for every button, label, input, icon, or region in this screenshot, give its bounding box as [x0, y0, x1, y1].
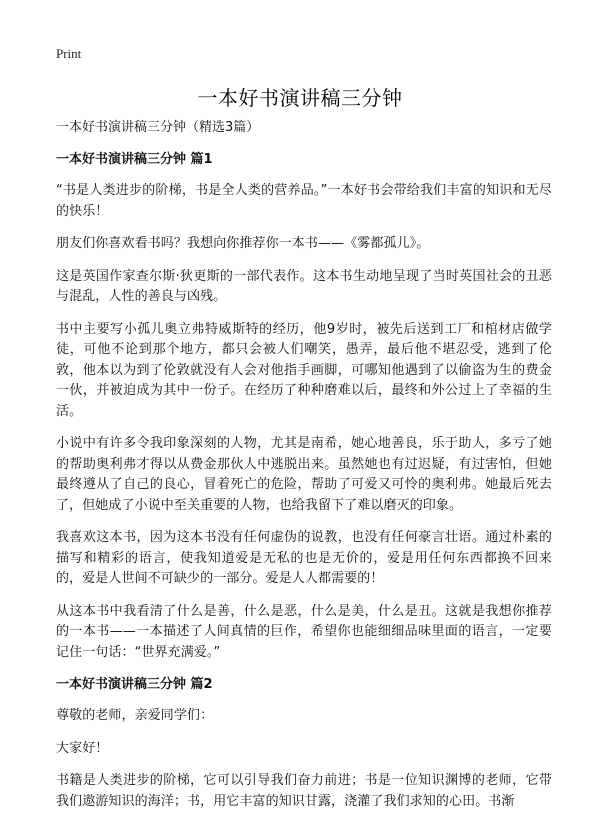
paragraph: 朋友们你喜欢看书吗？我想向你推荐你一本书——《雾都孤儿》。	[56, 236, 430, 251]
intro-line: 一本好书演讲稿三分钟（精选3篇）	[56, 120, 260, 135]
section-heading: 一本好书演讲稿三分钟 篇2	[56, 677, 213, 692]
document-body	[56, 118, 552, 824]
paragraph: 从这本书中我看清了什么是善，什么是恶，什么是美，什么是丑。这就是我想你推荐的一本书——一本描述了人间真情的巨作，希望你也能细细品味里面的语言，一定要记住一句话：“世界充满爱。”	[56, 603, 552, 660]
section-1	[56, 150, 552, 663]
paragraph: 小说中有许多令我印象深刻的人物，尤其是南希，她心地善良，乐于助人，多亏了她的帮助奥利弗才得以从费金那伙人中逃脱出来。虽然她也有过迟疑，有过害怕，但她最终遵从了自己的良心，冒着死亡的危险，帮助了可爱又可怜的奥利弗。她最后死去了，但她成了小说中至关重要的人物，也给我留下了难以磨灭的印象。	[56, 436, 552, 513]
section-heading: 一本好书演讲稿三分钟 篇1	[56, 152, 213, 167]
paragraph: 书中主要写小孤儿奥立弗特威斯特的经历，他9岁时，被先后送到工厂和棺材店做学徒，可他不论到那个地方，都只会被人们嘲笑，愚弄，最后他不堪忍受，逃到了伦敦，他本以为到了伦敦就没有人会对他指手画脚，可哪知他遇到了以偷盗为生的费金一伙，并被迫成为其中一份子。在经历了种种磨难以后，最终和外公过上了幸福的生活。	[56, 321, 552, 419]
paragraph: 这是英国作家查尔斯·狄更斯的一部代表作。这本书生动地呈现了当时英国社会的丑恶与混乱，人性的善良与凶残。	[56, 268, 552, 304]
paragraph: 尊敬的老师，亲爱同学们：	[56, 708, 214, 723]
paragraph: 书籍是人类进步的阶梯，它可以引导我们奋力前进；书是一位知识渊博的老师，它带我们遨游知识的海洋；书，用它丰富的知识甘露，浇灌了我们求知的心田。书渐	[56, 773, 552, 809]
page-title: 一本好书演讲稿三分钟	[197, 86, 403, 110]
paragraph: 大家好！	[56, 740, 109, 756]
print-link[interactable]: Print	[56, 46, 82, 61]
paragraph: 我喜欢这本书，因为这本书没有任何虚伪的说教，也没有任何豪言壮语。通过朴素的描写和精彩的语言，使我知道爱是无私的也是无价的，爱是用任何东西都换不回来的，爱是人世间不可缺少的一部分。爱是人人都需要的！	[56, 530, 552, 586]
paragraph: “书是人类进步的阶梯，书是全人类的营养品。”一本好书会带给我们丰富的知识和无尽的快乐！	[56, 183, 552, 219]
section-2	[56, 675, 552, 812]
